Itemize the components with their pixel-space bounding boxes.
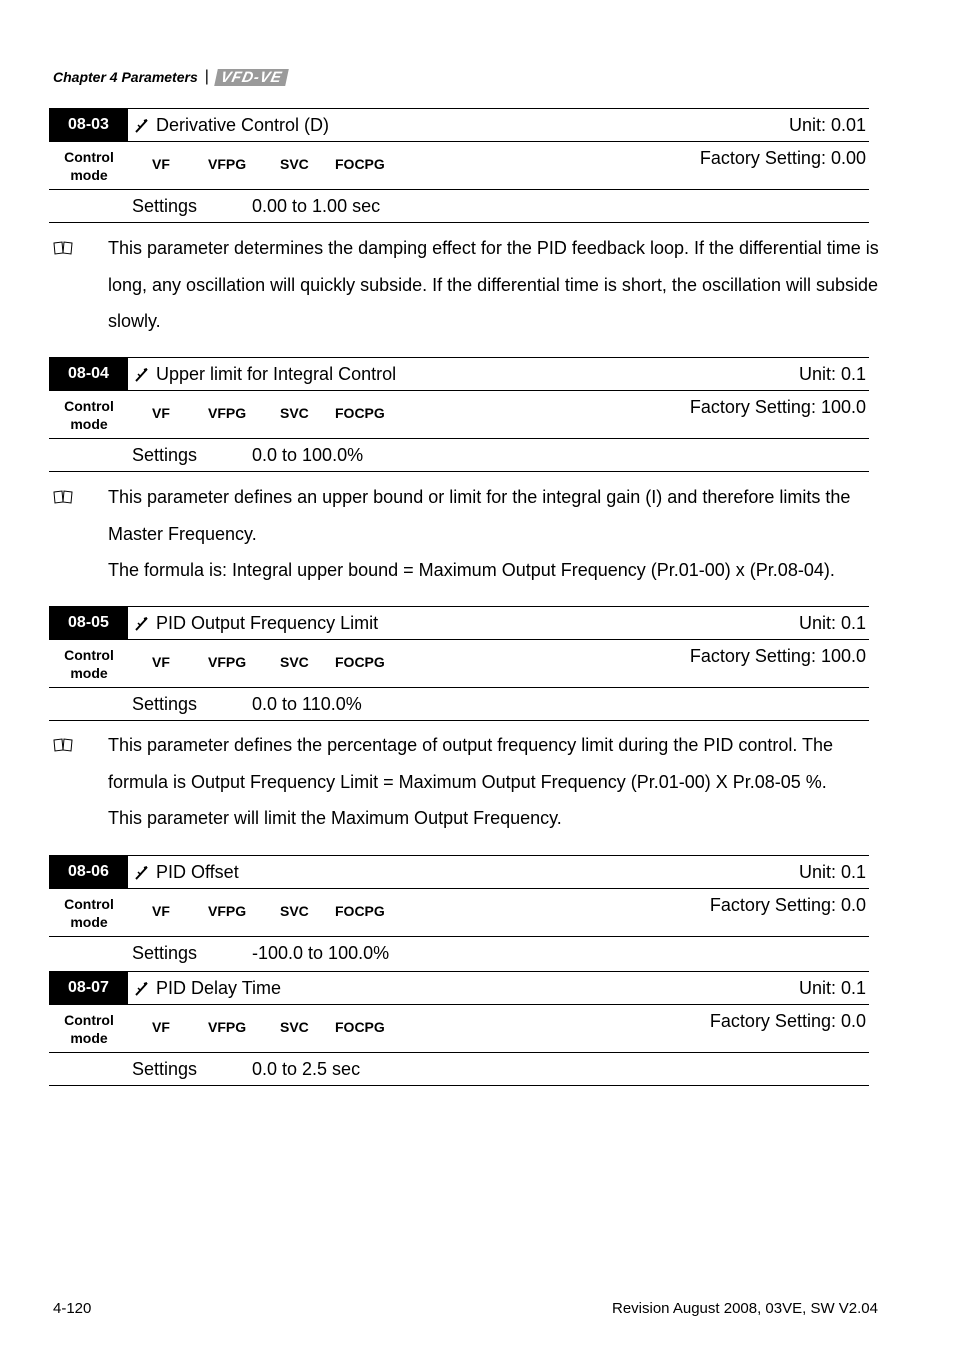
param-name-text: Upper limit for Integral Control	[156, 363, 397, 384]
factory-setting: Factory Setting: 100.0	[689, 397, 866, 417]
param-title-row	[49, 855, 869, 889]
mode-vf: VF	[152, 903, 170, 919]
param-unit: Unit: 0.1	[798, 612, 866, 633]
note-text: This parameter will limit the Maximum Output Frequency.	[108, 808, 562, 828]
settings-value: 0.0 to 100.0%	[252, 444, 364, 465]
book-icon	[53, 490, 73, 504]
settings-label: Settings	[132, 195, 198, 216]
param-block-08-07	[49, 971, 869, 1086]
param-block-08-04	[49, 357, 869, 472]
settings-value: 0.0 to 2.5 sec	[252, 1058, 361, 1079]
param-name-text: PID Offset	[156, 861, 239, 882]
param-block-08-05	[49, 606, 869, 721]
note-08-04	[53, 479, 883, 589]
param-code: 08-03	[49, 109, 128, 141]
revision-text: Revision August 2008, 03VE, SW V2.04	[612, 1300, 878, 1317]
param-name	[135, 109, 329, 141]
param-code: 08-07	[49, 972, 128, 1004]
mode-vfpg: VFPG	[208, 903, 247, 919]
param-unit: Unit: 0.01	[788, 114, 866, 135]
factory-setting: Factory Setting: 0.00	[699, 148, 866, 168]
mode-vfpg: VFPG	[208, 654, 247, 670]
settings-label: Settings	[132, 444, 198, 465]
mode-svc: SVC	[280, 903, 309, 919]
write-during-run-icon	[135, 980, 149, 996]
settings-label: Settings	[132, 693, 198, 714]
mode-svc: SVC	[280, 405, 309, 421]
product-logo: VFD-VE	[214, 69, 289, 86]
param-title-row	[49, 357, 869, 391]
mode-vf: VF	[152, 1019, 170, 1035]
settings-value: 0.0 to 110.0%	[252, 693, 362, 714]
param-unit: Unit: 0.1	[798, 977, 866, 998]
settings-row	[49, 937, 869, 970]
control-mode-row	[49, 640, 869, 688]
param-name	[135, 856, 239, 888]
page-header	[53, 66, 287, 88]
control-mode-label: Control mode	[64, 398, 114, 432]
param-name-text: PID Delay Time	[156, 977, 282, 998]
control-mode-label: Control mode	[64, 647, 114, 681]
page-number: 4-120	[53, 1300, 92, 1317]
param-unit: Unit: 0.1	[798, 363, 866, 384]
mode-vfpg: VFPG	[208, 156, 247, 172]
mode-svc: SVC	[280, 156, 309, 172]
mode-focpg: FOCPG	[335, 405, 385, 421]
control-mode-row	[49, 889, 869, 937]
param-code: 08-04	[49, 358, 128, 390]
control-mode-row	[49, 1005, 869, 1053]
mode-focpg: FOCPG	[335, 654, 385, 670]
write-during-run-icon	[135, 366, 149, 382]
control-mode-row	[49, 391, 869, 439]
note-08-03	[53, 230, 883, 340]
mode-vf: VF	[152, 405, 170, 421]
param-title-row	[49, 606, 869, 640]
factory-setting: Factory Setting: 100.0	[689, 646, 866, 666]
factory-setting: Factory Setting: 0.0	[709, 1011, 866, 1031]
param-unit: Unit: 0.1	[798, 861, 866, 882]
book-icon	[53, 241, 73, 255]
control-mode-label: Control mode	[64, 1012, 114, 1046]
param-name	[135, 607, 378, 639]
header-separator: |	[204, 68, 209, 85]
note-text: This parameter determines the damping effect for the PID feedback loop. If the differential time is long, any oscillation will quickly subside. If the differential time is short, the oscillation will subside slowly.	[108, 238, 879, 331]
param-name	[135, 972, 281, 1004]
settings-row	[49, 190, 869, 223]
param-name-text: Derivative Control (D)	[156, 114, 330, 135]
note-text: This parameter defines an upper bound or limit for the integral gain (I) and therefore limits the Master Frequency.	[108, 487, 851, 544]
settings-row	[49, 439, 869, 472]
param-block-08-03	[49, 108, 869, 223]
param-title-row	[49, 971, 869, 1005]
settings-row	[49, 688, 869, 721]
note-text: This parameter defines the percentage of output frequency limit during the PID control. The formula is Output Frequency Limit = Maximum Output Frequency (Pr.01-00) X Pr.08-05 %.	[108, 735, 834, 792]
control-mode-row	[49, 142, 869, 190]
param-title-row	[49, 108, 869, 142]
mode-focpg: FOCPG	[335, 903, 385, 919]
chapter-title: Chapter 4 Parameters	[53, 69, 198, 85]
control-mode-label: Control mode	[64, 896, 114, 930]
mode-vfpg: VFPG	[208, 405, 247, 421]
note-08-05	[53, 727, 883, 837]
mode-vfpg: VFPG	[208, 1019, 247, 1035]
mode-focpg: FOCPG	[335, 1019, 385, 1035]
mode-focpg: FOCPG	[335, 156, 385, 172]
param-code: 08-05	[49, 607, 128, 639]
settings-label: Settings	[132, 943, 198, 963]
param-name	[135, 358, 396, 390]
param-block-08-06	[49, 855, 869, 970]
write-during-run-icon	[135, 615, 149, 631]
mode-vf: VF	[152, 654, 170, 670]
book-icon	[53, 738, 73, 752]
param-code: 08-06	[49, 856, 128, 888]
write-during-run-icon	[135, 864, 149, 880]
control-mode-label: Control mode	[64, 149, 114, 183]
param-name-text: PID Output Frequency Limit	[156, 612, 379, 633]
factory-setting: Factory Setting: 0.0	[709, 895, 866, 915]
settings-value: 0.00 to 1.00 sec	[252, 195, 381, 216]
mode-svc: SVC	[280, 654, 309, 670]
note-text: The formula is: Integral upper bound = Maximum Output Frequency (Pr.01-00) x (Pr.08-04).	[108, 560, 835, 580]
settings-value: -100.0 to 100.0%	[252, 943, 390, 963]
settings-label: Settings	[132, 1058, 198, 1079]
settings-row	[49, 1053, 869, 1086]
mode-vf: VF	[152, 156, 170, 172]
mode-svc: SVC	[280, 1019, 309, 1035]
write-during-run-icon	[135, 117, 149, 133]
